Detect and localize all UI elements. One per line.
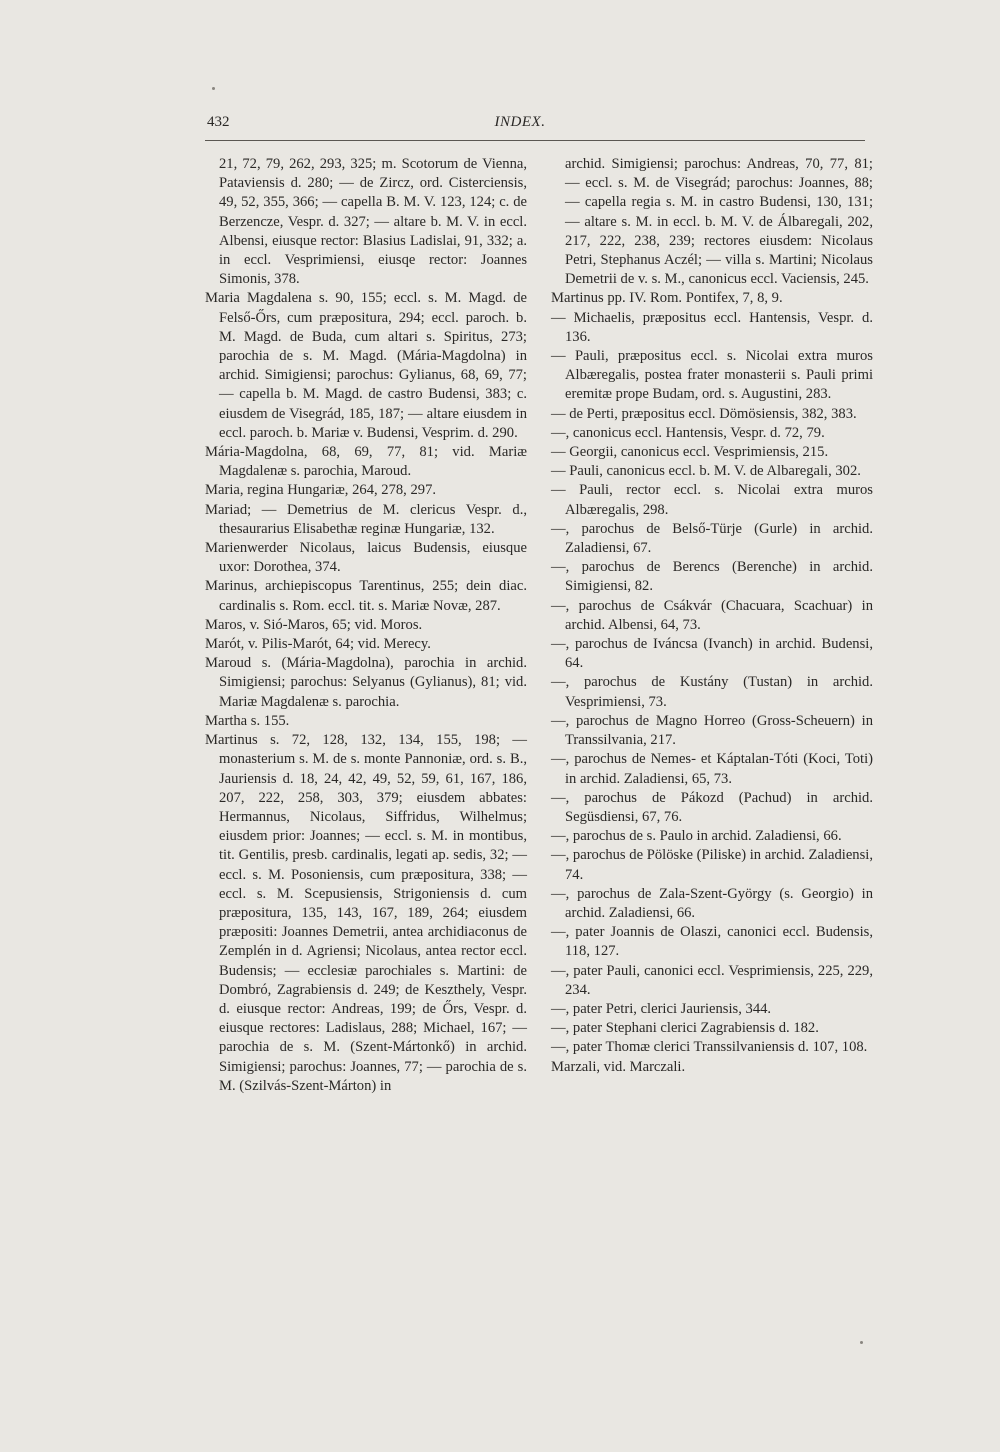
index-entry: archid. Simigiensi; parochus: Andreas, 70, 77, 81; — eccl. s. M. de Visegrád; parochus: Joannes, 88; — capella regia s. M. in castro Budensi, 130, 131; — altare s. M. in eccl. b. M. V. de Álbaregali, 202, 217, 222, 238, 239; rectores eiusdem: Nicolaus Petri, Stephanus Aczél; — villa s. Martini; Nicolaus Demetrii de v. s. M., canonicus eccl. Vaciensis, 245.	[565, 156, 873, 288]
running-title: INDEX.	[494, 114, 546, 130]
index-entry: Martha s. 155.	[205, 712, 290, 729]
index-entry: Maria Magdalena s. 90, 155; eccl. s. M. Magd. de Felső-Őrs, cum præpositura, 294; eccl. paroch. b. M. Magd. de Buda, cum altari s. Spiritus, 273; parochia de s. M. Magd. (Mária-Magdolna) in archid. Simigiensi; parochus: Gylianus, 68, 69, 77; — capella b. M. Magd. de castro Budensi, 383; c. eiusdem de Visegrád, 185, 187; — altare eiusdem in eccl. paroch. b. Mariæ v. Budensi, Vesprim. d. 290.	[205, 290, 527, 441]
index-entry: —, pater Petri, clerici Jauriensis, 344.	[551, 1000, 772, 1017]
index-entry: — Michaelis, præpositus eccl. Hantensis, Vespr. d. 136.	[551, 309, 873, 345]
index-entry: —, parochus de Berencs (Berenche) in archid. Simigiensi, 82.	[551, 559, 873, 595]
index-entry: 21, 72, 79, 262, 293, 325; m. Scotorum de Vienna, Pataviensis d. 280; — de Zircz, ord. Cisterciensis, 49, 52, 355, 366; — capella B. M. V. 123, 124; c. de Berzencze, Vespr. d. 327; — altare b. M. V. in eccl. Albensi, eiusque rector: Blasius Ladislai, 91, 332; a. in eccl. Vesprimiensi, eiusqe rector: Joannes Simonis, 378.	[219, 156, 527, 288]
index-entry: —, pater Stephani clerici Zagrabiensis d. 182.	[551, 1020, 819, 1037]
right-column	[551, 155, 873, 1077]
index-entry: Maros, v. Sió-Maros, 65; vid. Moros.	[205, 616, 423, 633]
paper-speck	[860, 1341, 863, 1344]
index-entry: Marót, v. Pilis-Marót, 64; vid. Merecy.	[205, 636, 431, 653]
index-entry: —, parochus de Csákvár (Chacuara, Scachuar) in archid. Albensi, 64, 73.	[551, 597, 873, 633]
index-entry: —, parochus de Magno Horreo (Gross-Scheuern) in Transsilvania, 217.	[551, 712, 873, 749]
index-entry: —, parochus de Zala-Szent-György (s. Georgio) in archid. Zaladiensi, 66.	[551, 885, 873, 921]
index-entry: — Pauli, rector eccl. s. Nicolai extra muros Albæregalis, 298.	[551, 482, 873, 518]
index-entry: — Pauli, præpositus eccl. s. Nicolai extra muros Albæregalis, postea frater monasterii s. Pauli primi eremitæ prope Budam, ord. s. Augustini, 283.	[551, 348, 873, 403]
index-entry: —, parochus de Pölöske (Piliske) in archid. Zaladiensi, 74.	[551, 847, 873, 883]
index-entry: —, parochus de Kustány (Tustan) in archid. Vesprimiensi, 73.	[551, 674, 873, 710]
index-entry: Maria, regina Hungariæ, 264, 278, 297.	[205, 482, 437, 499]
index-entry: —, parochus de Nemes- et Káptalan-Tóti (Koci, Toti) in archid. Zaladiensi, 65, 73.	[551, 751, 873, 787]
paper-speck	[212, 87, 215, 90]
index-entry: Marzali, vid. Marczali.	[551, 1058, 686, 1075]
index-entry: Marinus, archiepiscopus Tarentinus, 255; dein diac. cardinalis s. Rom. eccl. tit. s. Mariæ Novæ, 287.	[205, 578, 527, 614]
index-entry: —, parochus de Iváncsa (Ivanch) in archid. Budensi, 64.	[551, 636, 873, 672]
index-entry: Marienwerder Nicolaus, laicus Budensis, eiusque uxor: Dorothea, 374.	[205, 540, 527, 576]
index-entry: — de Perti, præpositus eccl. Dömösiensis, 382, 383.	[551, 405, 857, 422]
index-entry: Martinus pp. IV. Rom. Pontifex, 7, 8, 9.	[551, 290, 783, 307]
index-entry: — Pauli, canonicus eccl. b. M. V. de Albaregali, 302.	[551, 463, 861, 480]
index-entry: —, parochus de Pákozd (Pachud) in archid. Següsdiensi, 67, 76.	[551, 789, 873, 825]
left-column	[205, 155, 527, 1096]
index-entry: —, pater Joannis de Olaszi, canonici eccl. Budensis, 118, 127.	[551, 924, 873, 960]
index-entry: Martinus s. 72, 128, 132, 134, 155, 198; — monasterium s. M. de s. monte Pannoniæ, ord. s. B., Jauriensis d. 18, 24, 42, 49, 52, 59, 61, 167, 186, 207, 222, 258, 303, 379; eiusdem abbates: Hermannus, Nicolaus, Siffridus, Wilhelmus; eiusdem prior: Joannes; — eccl. s. M. in montibus, tit. Gentilis, presb. cardinalis, legati ap. sedis, 32; — eccl. s. M. Posoniensis, cum præpositura, 338; — eccl. s. M. Scepusiensis, Strigoniensis d. cum præpositura, 135, 143, 167, 189, 264; eiusdem præpositi: Joannes Demetrii, antea archidiaconus de Zemplén in d. Agriensi; Nicolaus, antea rector eccl. Budensis; — ecclesiæ parochiales s. Martini: de Dombró, Zagrabiensis d. 249; de Keszthely, Vespr. d. eiusque rector: Andreas, 199; de Őrs, Vespr. d. eiusque rectores: Ladislaus, 288; Michael, 167; — parochia de s. M. (Szent-Mártonkő) in archid. Simigiensi; parochus: Joannes, 77; — parochia de s. M. (Szilvás-Szent-Márton) in	[205, 732, 527, 1094]
index-entry: Mária-Magdolna, 68, 69, 77, 81; vid. Mariæ Magdalenæ s. parochia, Maroud.	[205, 444, 527, 480]
index-entry: —, pater Pauli, canonici eccl. Vesprimiensis, 225, 229, 234.	[551, 962, 873, 998]
index-entry: Maroud s. (Mária-Magdolna), parochia in archid. Simigiensi; parochus: Selyanus (Gylianus), 81; vid. Mariæ Magdalenæ s. parochia.	[205, 655, 527, 710]
index-entry: —, parochus de Belső-Türje (Gurle) in archid. Zaladiensi, 67.	[551, 520, 873, 557]
index-entry: — Georgii, canonicus eccl. Vesprimiensis, 215.	[551, 444, 829, 461]
index-entry: Mariad; — Demetrius de M. clericus Vespr. d., thesaurarius Elisabethæ reginæ Hungariæ, 132.	[205, 501, 527, 537]
index-entry: —, pater Thomæ clerici Transsilvaniensis d. 107, 108.	[551, 1039, 868, 1056]
header-rule	[205, 140, 865, 141]
page-number: 432	[207, 114, 230, 130]
index-entry: —, canonicus eccl. Hantensis, Vespr. d. 72, 79.	[551, 424, 825, 441]
index-entry: —, parochus de s. Paulo in archid. Zaladiensi, 66.	[551, 828, 842, 845]
